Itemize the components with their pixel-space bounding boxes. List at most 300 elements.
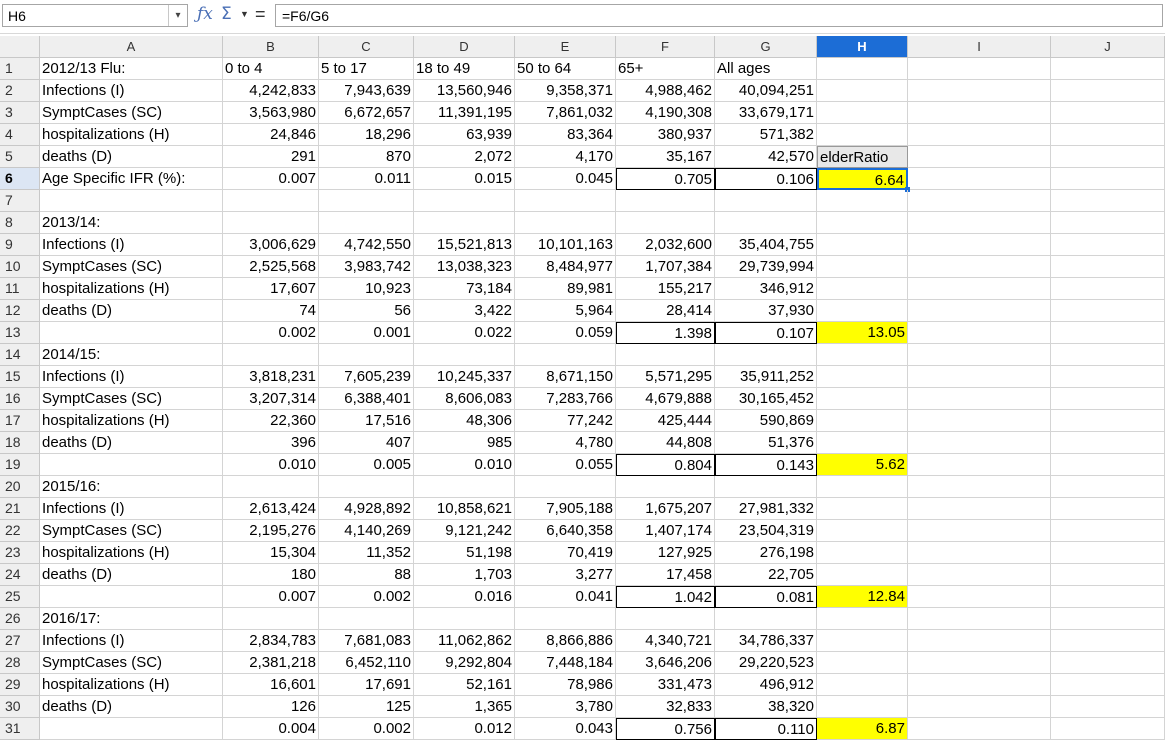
cell-d7[interactable] [414,190,515,212]
row-header[interactable]: 21 [0,498,40,520]
cell-e5[interactable]: 4,170 [515,146,616,168]
cell-d19[interactable]: 0.010 [414,454,515,476]
cell-c14[interactable] [319,344,414,366]
cell-g18[interactable]: 51,376 [715,432,817,454]
cell-a12[interactable]: deaths (D) [40,300,223,322]
row-header[interactable]: 11 [0,278,40,300]
cell-d18[interactable]: 985 [414,432,515,454]
cell-h20[interactable] [817,476,908,498]
cell-e16[interactable]: 7,283,766 [515,388,616,410]
cell-e8[interactable] [515,212,616,234]
column-header-f[interactable]: F [616,36,715,58]
cell-c30[interactable]: 125 [319,696,414,718]
cell-g28[interactable]: 29,220,523 [715,652,817,674]
cell-f7[interactable] [616,190,715,212]
cell-g2[interactable]: 40,094,251 [715,80,817,102]
cell-c21[interactable]: 4,928,892 [319,498,414,520]
cell-c15[interactable]: 7,605,239 [319,366,414,388]
cell-j23[interactable] [1051,542,1165,564]
cell-a29[interactable]: hospitalizations (H) [40,674,223,696]
cell-g8[interactable] [715,212,817,234]
row-header[interactable]: 2 [0,80,40,102]
cell-f13[interactable]: 1.398 [616,322,715,344]
cell-d5[interactable]: 2,072 [414,146,515,168]
cell-f31[interactable]: 0.756 [616,718,715,740]
column-header-g[interactable]: G [715,36,817,58]
row-header[interactable]: 30 [0,696,40,718]
cell-d16[interactable]: 8,606,083 [414,388,515,410]
cell-j11[interactable] [1051,278,1165,300]
cell-a18[interactable]: deaths (D) [40,432,223,454]
cell-b3[interactable]: 3,563,980 [223,102,319,124]
cell-d6[interactable]: 0.015 [414,168,515,190]
cell-d23[interactable]: 51,198 [414,542,515,564]
cell-i27[interactable] [908,630,1051,652]
cell-b19[interactable]: 0.010 [223,454,319,476]
cell-d9[interactable]: 15,521,813 [414,234,515,256]
cell-g30[interactable]: 38,320 [715,696,817,718]
column-header-i[interactable]: I [908,36,1051,58]
cell-j29[interactable] [1051,674,1165,696]
cell-f16[interactable]: 4,679,888 [616,388,715,410]
row-header[interactable]: 25 [0,586,40,608]
row-header[interactable]: 16 [0,388,40,410]
cell-i6[interactable] [908,168,1051,190]
cell-c11[interactable]: 10,923 [319,278,414,300]
cell-c1[interactable]: 5 to 17 [319,58,414,80]
cell-d4[interactable]: 63,939 [414,124,515,146]
cell-e25[interactable]: 0.041 [515,586,616,608]
cell-h3[interactable] [817,102,908,124]
column-header-j[interactable]: J [1051,36,1165,58]
cell-i9[interactable] [908,234,1051,256]
cell-b22[interactable]: 2,195,276 [223,520,319,542]
cell-d3[interactable]: 11,391,195 [414,102,515,124]
function-wizard-icon[interactable]: ƒx [197,4,213,24]
cell-g23[interactable]: 276,198 [715,542,817,564]
cell-d27[interactable]: 11,062,862 [414,630,515,652]
cell-f11[interactable]: 155,217 [616,278,715,300]
row-header[interactable]: 26 [0,608,40,630]
cell-f10[interactable]: 1,707,384 [616,256,715,278]
cell-g9[interactable]: 35,404,755 [715,234,817,256]
cell-f30[interactable]: 32,833 [616,696,715,718]
cell-c24[interactable]: 88 [319,564,414,586]
cell-a17[interactable]: hospitalizations (H) [40,410,223,432]
cell-b18[interactable]: 396 [223,432,319,454]
cell-j6[interactable] [1051,168,1165,190]
cell-h17[interactable] [817,410,908,432]
cell-f1[interactable]: 65+ [616,58,715,80]
sum-dropdown-icon[interactable]: ▼ [240,9,249,19]
cell-g14[interactable] [715,344,817,366]
chevron-down-icon[interactable]: ▾ [168,5,187,26]
cell-c19[interactable]: 0.005 [319,454,414,476]
cell-d29[interactable]: 52,161 [414,674,515,696]
column-header-a[interactable]: A [40,36,223,58]
cell-f14[interactable] [616,344,715,366]
cell-h24[interactable] [817,564,908,586]
cell-g6[interactable]: 0.106 [715,168,817,190]
row-header[interactable]: 24 [0,564,40,586]
cell-c25[interactable]: 0.002 [319,586,414,608]
cell-g13[interactable]: 0.107 [715,322,817,344]
cell-c31[interactable]: 0.002 [319,718,414,740]
row-header[interactable]: 13 [0,322,40,344]
cell-j1[interactable] [1051,58,1165,80]
cell-h8[interactable] [817,212,908,234]
cell-h14[interactable] [817,344,908,366]
cell-j9[interactable] [1051,234,1165,256]
cell-b5[interactable]: 291 [223,146,319,168]
cell-f17[interactable]: 425,444 [616,410,715,432]
cell-h11[interactable] [817,278,908,300]
cell-g3[interactable]: 33,679,171 [715,102,817,124]
cell-f4[interactable]: 380,937 [616,124,715,146]
cell-i12[interactable] [908,300,1051,322]
cell-i1[interactable] [908,58,1051,80]
row-header[interactable]: 8 [0,212,40,234]
row-header[interactable]: 28 [0,652,40,674]
cell-i19[interactable] [908,454,1051,476]
cell-d30[interactable]: 1,365 [414,696,515,718]
row-header[interactable]: 27 [0,630,40,652]
cell-b11[interactable]: 17,607 [223,278,319,300]
cell-f26[interactable] [616,608,715,630]
cell-e14[interactable] [515,344,616,366]
cell-e29[interactable]: 78,986 [515,674,616,696]
cell-a25[interactable] [40,586,223,608]
cell-b27[interactable]: 2,834,783 [223,630,319,652]
cell-c3[interactable]: 6,672,657 [319,102,414,124]
cell-j8[interactable] [1051,212,1165,234]
cell-d31[interactable]: 0.012 [414,718,515,740]
cell-g29[interactable]: 496,912 [715,674,817,696]
cell-d26[interactable] [414,608,515,630]
cell-h31[interactable]: 6.87 [817,718,908,740]
cell-f25[interactable]: 1.042 [616,586,715,608]
cell-b13[interactable]: 0.002 [223,322,319,344]
cell-d22[interactable]: 9,121,242 [414,520,515,542]
cell-b12[interactable]: 74 [223,300,319,322]
cell-d25[interactable]: 0.016 [414,586,515,608]
cell-g27[interactable]: 34,786,337 [715,630,817,652]
cell-e27[interactable]: 8,866,886 [515,630,616,652]
cell-e6[interactable]: 0.045 [515,168,616,190]
cell-b28[interactable]: 2,381,218 [223,652,319,674]
cell-h25[interactable]: 12.84 [817,586,908,608]
cell-g17[interactable]: 590,869 [715,410,817,432]
cell-i8[interactable] [908,212,1051,234]
cell-j30[interactable] [1051,696,1165,718]
formula-equals-icon[interactable]: = [255,4,266,24]
cell-g20[interactable] [715,476,817,498]
cell-i28[interactable] [908,652,1051,674]
cell-e11[interactable]: 89,981 [515,278,616,300]
cell-b15[interactable]: 3,818,231 [223,366,319,388]
cell-f21[interactable]: 1,675,207 [616,498,715,520]
cell-a9[interactable]: Infections (I) [40,234,223,256]
cell-h10[interactable] [817,256,908,278]
cell-d14[interactable] [414,344,515,366]
cell-d12[interactable]: 3,422 [414,300,515,322]
row-header[interactable]: 19 [0,454,40,476]
cell-b25[interactable]: 0.007 [223,586,319,608]
cell-a16[interactable]: SymptCases (SC) [40,388,223,410]
column-header-e[interactable]: E [515,36,616,58]
cell-c8[interactable] [319,212,414,234]
cell-g4[interactable]: 571,382 [715,124,817,146]
cell-a1[interactable]: 2012/13 Flu: [40,58,223,80]
row-header[interactable]: 17 [0,410,40,432]
cell-a22[interactable]: SymptCases (SC) [40,520,223,542]
cell-j17[interactable] [1051,410,1165,432]
row-header[interactable]: 1 [0,58,40,80]
cell-e18[interactable]: 4,780 [515,432,616,454]
row-header[interactable]: 29 [0,674,40,696]
cell-i4[interactable] [908,124,1051,146]
cell-i7[interactable] [908,190,1051,212]
cell-i5[interactable] [908,146,1051,168]
cell-j2[interactable] [1051,80,1165,102]
row-header[interactable]: 20 [0,476,40,498]
cell-i31[interactable] [908,718,1051,740]
cell-c28[interactable]: 6,452,110 [319,652,414,674]
cell-c29[interactable]: 17,691 [319,674,414,696]
cell-e19[interactable]: 0.055 [515,454,616,476]
cell-j26[interactable] [1051,608,1165,630]
cell-e9[interactable]: 10,101,163 [515,234,616,256]
cell-b21[interactable]: 2,613,424 [223,498,319,520]
cell-j19[interactable] [1051,454,1165,476]
cell-a15[interactable]: Infections (I) [40,366,223,388]
cell-c12[interactable]: 56 [319,300,414,322]
cell-c5[interactable]: 870 [319,146,414,168]
cell-i18[interactable] [908,432,1051,454]
row-header[interactable]: 12 [0,300,40,322]
cell-a23[interactable]: hospitalizations (H) [40,542,223,564]
cell-j18[interactable] [1051,432,1165,454]
cell-h28[interactable] [817,652,908,674]
cell-i29[interactable] [908,674,1051,696]
cell-h22[interactable] [817,520,908,542]
cell-g12[interactable]: 37,930 [715,300,817,322]
cell-i11[interactable] [908,278,1051,300]
cell-b17[interactable]: 22,360 [223,410,319,432]
row-header[interactable]: 18 [0,432,40,454]
cell-h29[interactable] [817,674,908,696]
cell-e3[interactable]: 7,861,032 [515,102,616,124]
cell-h1[interactable] [817,58,908,80]
cell-g5[interactable]: 42,570 [715,146,817,168]
cell-b4[interactable]: 24,846 [223,124,319,146]
cell-b16[interactable]: 3,207,314 [223,388,319,410]
row-header[interactable]: 15 [0,366,40,388]
cell-a28[interactable]: SymptCases (SC) [40,652,223,674]
cell-j20[interactable] [1051,476,1165,498]
cell-j3[interactable] [1051,102,1165,124]
cell-i10[interactable] [908,256,1051,278]
row-header[interactable]: 14 [0,344,40,366]
cell-c27[interactable]: 7,681,083 [319,630,414,652]
cell-h7[interactable] [817,190,908,212]
cell-h23[interactable] [817,542,908,564]
cell-a4[interactable]: hospitalizations (H) [40,124,223,146]
column-header-d[interactable]: D [414,36,515,58]
cell-g11[interactable]: 346,912 [715,278,817,300]
cell-c16[interactable]: 6,388,401 [319,388,414,410]
cell-i24[interactable] [908,564,1051,586]
cell-i23[interactable] [908,542,1051,564]
cell-f12[interactable]: 28,414 [616,300,715,322]
cell-h16[interactable] [817,388,908,410]
cell-j16[interactable] [1051,388,1165,410]
cell-f8[interactable] [616,212,715,234]
cell-g7[interactable] [715,190,817,212]
cell-d21[interactable]: 10,858,621 [414,498,515,520]
cell-f24[interactable]: 17,458 [616,564,715,586]
cell-d15[interactable]: 10,245,337 [414,366,515,388]
cell-e31[interactable]: 0.043 [515,718,616,740]
cell-i14[interactable] [908,344,1051,366]
cell-b30[interactable]: 126 [223,696,319,718]
cell-a19[interactable] [40,454,223,476]
cell-h27[interactable] [817,630,908,652]
cell-d2[interactable]: 13,560,946 [414,80,515,102]
cell-i25[interactable] [908,586,1051,608]
cell-g16[interactable]: 30,165,452 [715,388,817,410]
cell-h21[interactable] [817,498,908,520]
row-header[interactable]: 9 [0,234,40,256]
cell-g31[interactable]: 0.110 [715,718,817,740]
cell-e12[interactable]: 5,964 [515,300,616,322]
cell-e4[interactable]: 83,364 [515,124,616,146]
cell-a3[interactable]: SymptCases (SC) [40,102,223,124]
cell-j21[interactable] [1051,498,1165,520]
cell-c7[interactable] [319,190,414,212]
cell-b8[interactable] [223,212,319,234]
cell-i30[interactable] [908,696,1051,718]
cell-b20[interactable] [223,476,319,498]
cell-b2[interactable]: 4,242,833 [223,80,319,102]
cell-f2[interactable]: 4,988,462 [616,80,715,102]
cell-e15[interactable]: 8,671,150 [515,366,616,388]
cell-f20[interactable] [616,476,715,498]
cell-a31[interactable] [40,718,223,740]
formula-text[interactable]: =F6/G6 [282,8,330,24]
cell-h9[interactable] [817,234,908,256]
cell-j31[interactable] [1051,718,1165,740]
cell-j10[interactable] [1051,256,1165,278]
cell-b31[interactable]: 0.004 [223,718,319,740]
cell-a14[interactable]: 2014/15: [40,344,223,366]
cell-c13[interactable]: 0.001 [319,322,414,344]
cell-f23[interactable]: 127,925 [616,542,715,564]
cell-d17[interactable]: 48,306 [414,410,515,432]
cell-d11[interactable]: 73,184 [414,278,515,300]
cell-d28[interactable]: 9,292,804 [414,652,515,674]
cell-i22[interactable] [908,520,1051,542]
cell-h19[interactable]: 5.62 [817,454,908,476]
cell-d8[interactable] [414,212,515,234]
cell-f19[interactable]: 0.804 [616,454,715,476]
cell-j22[interactable] [1051,520,1165,542]
cell-b29[interactable]: 16,601 [223,674,319,696]
cell-e17[interactable]: 77,242 [515,410,616,432]
cell-i2[interactable] [908,80,1051,102]
cell-d1[interactable]: 18 to 49 [414,58,515,80]
cell-h4[interactable] [817,124,908,146]
row-header[interactable]: 4 [0,124,40,146]
cell-i26[interactable] [908,608,1051,630]
cell-e23[interactable]: 70,419 [515,542,616,564]
cell-j15[interactable] [1051,366,1165,388]
cell-j4[interactable] [1051,124,1165,146]
name-box[interactable] [2,4,188,27]
sum-icon[interactable]: Σ [221,4,232,24]
cell-j5[interactable] [1051,146,1165,168]
cell-f9[interactable]: 2,032,600 [616,234,715,256]
row-header[interactable]: 31 [0,718,40,740]
cell-c20[interactable] [319,476,414,498]
cell-f15[interactable]: 5,571,295 [616,366,715,388]
cell-e13[interactable]: 0.059 [515,322,616,344]
cell-c10[interactable]: 3,983,742 [319,256,414,278]
cell-h13[interactable]: 13.05 [817,322,908,344]
cell-c4[interactable]: 18,296 [319,124,414,146]
cell-e1[interactable]: 50 to 64 [515,58,616,80]
cell-j27[interactable] [1051,630,1165,652]
cell-d24[interactable]: 1,703 [414,564,515,586]
cell-b23[interactable]: 15,304 [223,542,319,564]
cell-b14[interactable] [223,344,319,366]
cell-j13[interactable] [1051,322,1165,344]
cell-e21[interactable]: 7,905,188 [515,498,616,520]
cell-i21[interactable] [908,498,1051,520]
cell-h5[interactable]: elderRatio [817,146,908,168]
cell-a8[interactable]: 2013/14: [40,212,223,234]
row-header[interactable]: 7 [0,190,40,212]
cell-b6[interactable]: 0.007 [223,168,319,190]
cell-a10[interactable]: SymptCases (SC) [40,256,223,278]
cell-g10[interactable]: 29,739,994 [715,256,817,278]
cell-b24[interactable]: 180 [223,564,319,586]
cell-i16[interactable] [908,388,1051,410]
name-box-value[interactable]: H6 [8,8,26,24]
cell-h6[interactable]: 6.64 [817,168,908,190]
cell-g25[interactable]: 0.081 [715,586,817,608]
cell-e7[interactable] [515,190,616,212]
cell-j14[interactable] [1051,344,1165,366]
cell-g1[interactable]: All ages [715,58,817,80]
cell-b1[interactable]: 0 to 4 [223,58,319,80]
cell-g26[interactable] [715,608,817,630]
cell-c26[interactable] [319,608,414,630]
cell-j25[interactable] [1051,586,1165,608]
cell-a20[interactable]: 2015/16: [40,476,223,498]
cell-a7[interactable] [40,190,223,212]
cell-e20[interactable] [515,476,616,498]
cell-e26[interactable] [515,608,616,630]
cell-e24[interactable]: 3,277 [515,564,616,586]
row-header[interactable]: 3 [0,102,40,124]
select-all-corner[interactable] [0,36,40,58]
cell-h30[interactable] [817,696,908,718]
cell-h12[interactable] [817,300,908,322]
cell-c2[interactable]: 7,943,639 [319,80,414,102]
cell-b9[interactable]: 3,006,629 [223,234,319,256]
cell-c23[interactable]: 11,352 [319,542,414,564]
